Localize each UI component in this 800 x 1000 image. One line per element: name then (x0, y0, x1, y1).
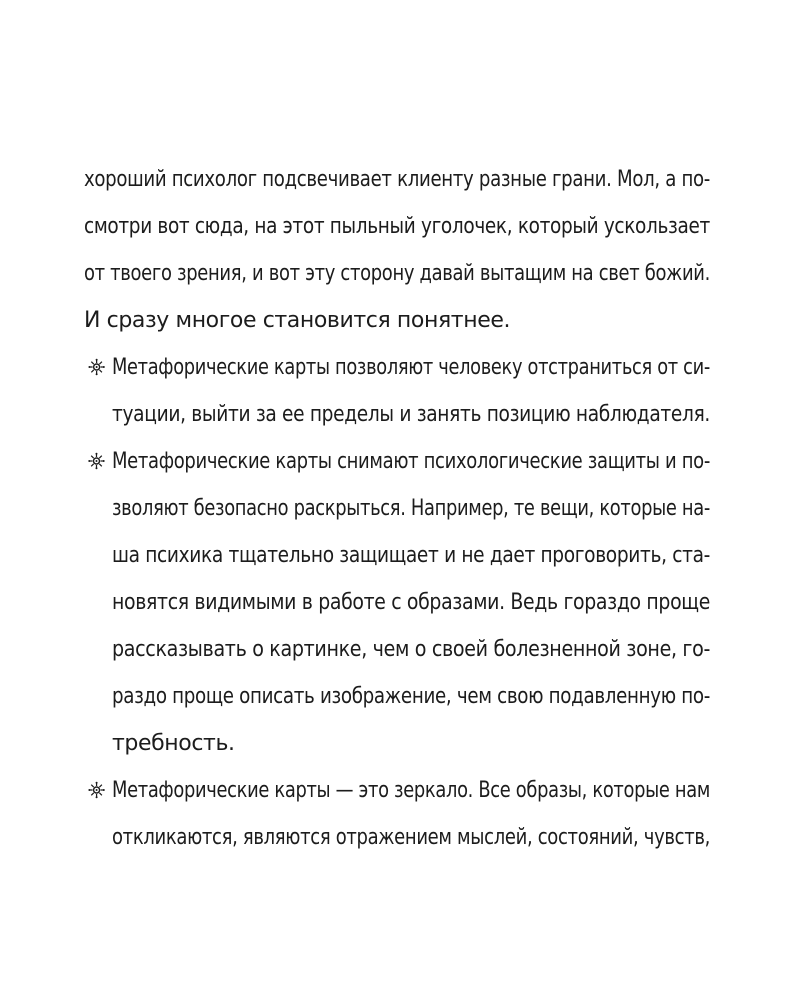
intro-paragraph (84, 156, 710, 344)
bullet-line: новятся видимыми в работе с образами. Ведь гораздо проще (112, 590, 711, 615)
bullet-line (112, 767, 710, 814)
bullet-item (84, 438, 710, 767)
bullet-line: рассказывать о картинке, чем о своей болезненной зоне, го- (112, 637, 711, 662)
paragraph-line: хороший психолог подсвечивает клиенту разные грани. Мол, а по- (84, 167, 710, 192)
bullet-line-text: Метафорические карты позволяют человеку отстраниться от си- (112, 355, 710, 380)
paragraph-line: смотри вот сюда, на этот пыльный уголочек, который ускользает (84, 214, 710, 239)
ornament-bullet-icon (87, 452, 105, 470)
ornament-bullet-icon (88, 358, 106, 376)
bullet-line: требность. (112, 731, 235, 756)
bullet-line (112, 438, 710, 485)
bullet-line: зволяют безопасно раскрыться. Например, те вещи, которые на- (112, 496, 711, 521)
bullet-line: ша психика тщательно защищает и не дает проговорить, ста- (112, 543, 710, 568)
paragraph-line: от твоего зрения, и вот эту сторону давай вытащим на свет божий. (84, 261, 711, 286)
bullet-line-text: Метафорические карты — это зеркало. Все образы, которые нам (112, 778, 710, 803)
bullet-line: откликаются, являются отражением мыслей, состояний, чувств, (112, 825, 711, 850)
bullet-line: туации, выйти за ее пределы и занять позицию наблюдателя. (112, 402, 711, 427)
paragraph-line: И сразу многое становится понятнее. (84, 308, 511, 333)
ornament-bullet-icon (88, 781, 106, 799)
bullet-line: раздо проще описать изображение, чем свою подавленную по- (112, 684, 710, 709)
bullet-line (112, 344, 710, 391)
bullet-item (84, 344, 710, 438)
text-block (84, 156, 710, 861)
bullet-line-text: Метафорические карты снимают психологические защиты и по- (112, 449, 711, 474)
bullet-item (84, 767, 710, 861)
